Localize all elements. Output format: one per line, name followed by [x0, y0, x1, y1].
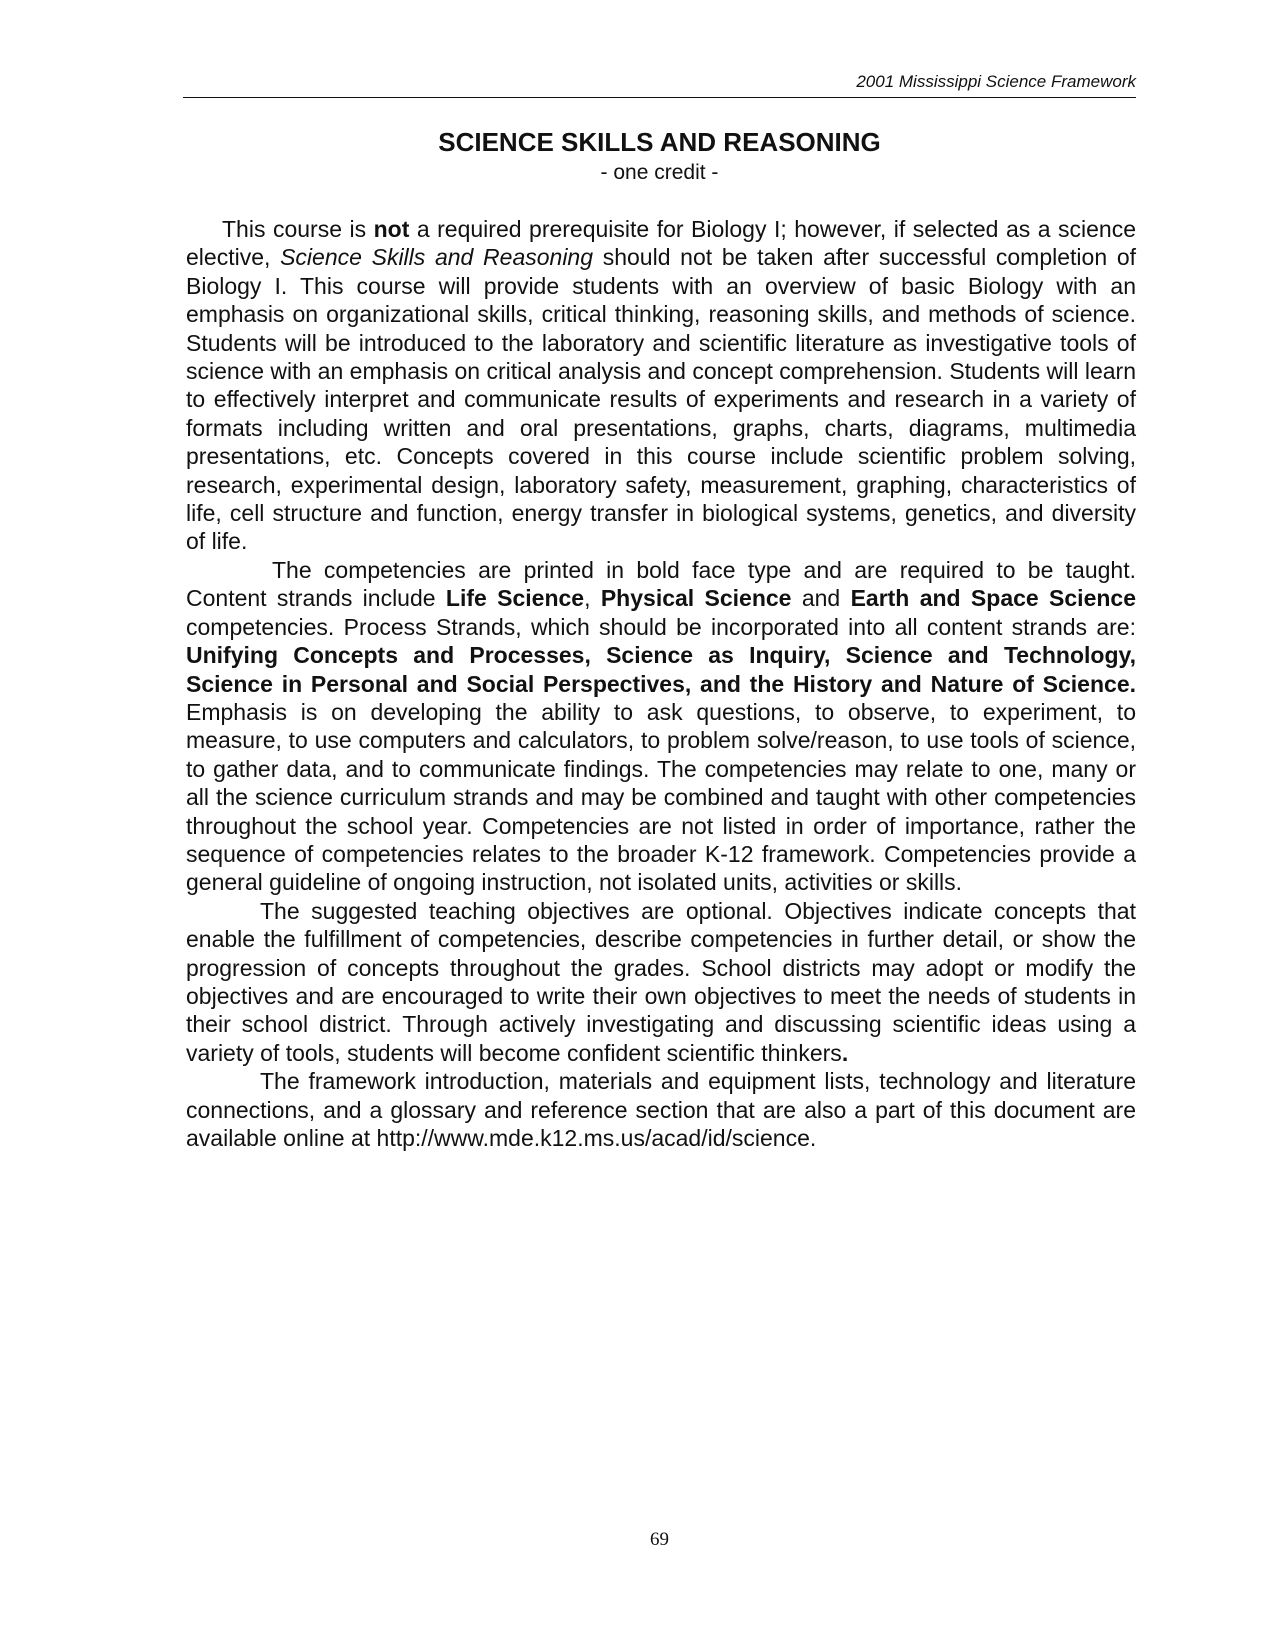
paragraph-course-description: [186, 215, 1136, 556]
body-text: [186, 215, 1136, 1152]
header-rule: [183, 97, 1136, 98]
page-number: 69: [650, 1529, 669, 1550]
text-run: This course is: [222, 216, 374, 242]
paragraph-objectives: [186, 897, 1136, 1067]
page-subtitle: - one credit -: [600, 161, 719, 184]
text-run: competencies. Process Strands, which should be incorporated into all content strands are:: [186, 613, 1136, 640]
running-header: 2001 Mississippi Science Framework: [856, 72, 1136, 91]
text-run: Emphasis is on developing the ability to ask questions, to observe, to experiment, to measure, to use computers and calculators, to problem solve/reason, to use tools of science, to gather data, and to communicate findings. The competencies may relate to one, many or all the science curriculum strands and may be combined and taught with other competencies throughout the school year. Competencies are not listed in order of importance, rather the sequence of competencies relates to the broader K-12 framework. Competencies provide a general guideline of ongoing instruction, not isolated units, activities or skills.: [186, 698, 1136, 896]
bold-text: Life Science: [445, 585, 585, 612]
text-run: The suggested teaching objectives are optional. Objectives indicate concepts that enable the fulfillment of competencies, describe competencies in further detail, or show the progression of concepts throughout the grades. School districts may adopt or modify the objectives and are encouraged to write their own objectives to meet the needs of students in their school district. Through actively investigating and discussing scientific ideas using a variety of tools, students will become confident scientific thinkers: [186, 897, 1136, 1066]
paragraph-online-resources: [186, 1067, 1136, 1152]
bold-text: Earth and Space Science: [850, 585, 1136, 612]
text-run: a required prerequisite for Biology I; however, if selected as a science elective,: [186, 216, 1137, 271]
bold-text: not: [373, 216, 410, 242]
bold-text: Physical Science: [600, 585, 792, 612]
text-run: should not be taken after successful completion of Biology I. This course will provide students with an overview of basic Biology with an emphasis on organizational skills, critical thinking, reasoning skills, and methods of science. Students will be introduced to the laboratory and scientific literature as investigative tools of science with an emphasis on critical analysis and concept comprehension. Students will learn to effectively interpret and communicate results of experiments and research in a variety of formats including written and oral presentations, graphs, charts, diagrams, multimedia presentations, etc. Concepts covered in this course include scientific problem solving, research, experimental design, laboratory safety, measurement, graphing, characteristics of life, cell structure and function, energy transfer in biological systems, genetics, and diversity of life.: [186, 244, 1136, 555]
paragraph-competencies: [186, 556, 1136, 897]
text-run: ,: [584, 585, 601, 612]
page-title: SCIENCE SKILLS AND REASONING: [438, 127, 881, 157]
italic-course-name: Science Skills and Reasoning: [280, 244, 594, 271]
text-run: and: [791, 585, 851, 612]
bold-text: .: [841, 1039, 849, 1066]
text-run: The framework introduction, materials and equipment lists, technology and literature connections, and a glossary and reference section that are also a part of this document are available online at http://www.mde.k12.ms.us/acad/id/science.: [186, 1068, 1136, 1151]
bold-text: Unifying Concepts and Processes, Science as Inquiry, Science and Technology, Science in Personal and Social Perspectives, and the History and Nature of Science.: [186, 642, 1136, 697]
text-run: The competencies are printed in bold face type and are required to be taught. Content strands include: [186, 556, 1136, 612]
